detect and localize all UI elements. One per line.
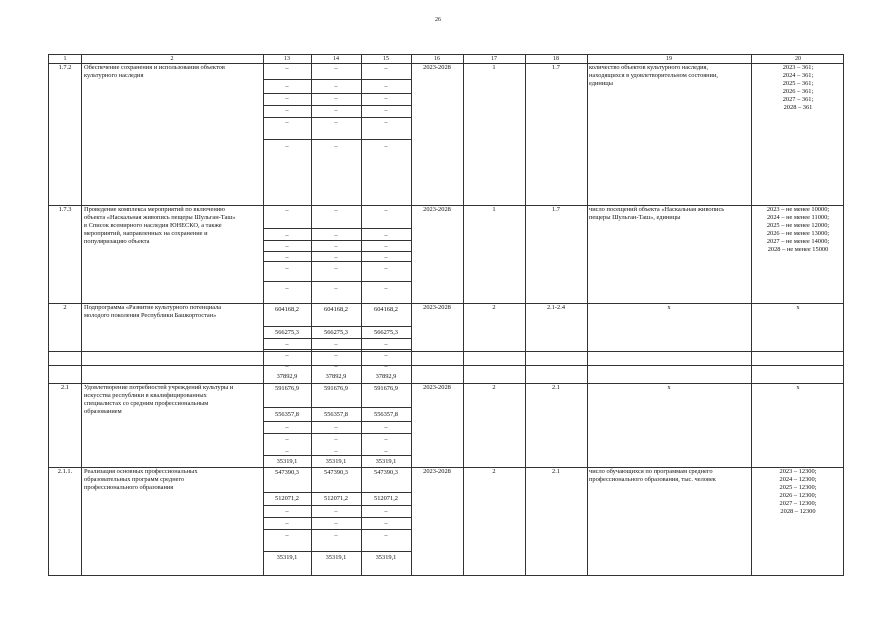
column-header: 2 (170, 56, 174, 62)
funding-value: – (285, 207, 289, 214)
period: 2023-2028 (423, 468, 451, 475)
activity-name-line: популяризацию объекта (84, 238, 150, 245)
funding-value: – (285, 107, 289, 114)
funding-value: 604168,2 (374, 306, 398, 313)
column-divider (81, 55, 82, 575)
period: 2023-2028 (423, 64, 451, 71)
funding-value: – (384, 83, 388, 90)
funding-value: – (384, 107, 388, 114)
indicator-line: x (667, 384, 671, 391)
period: 2023-2028 (423, 206, 451, 213)
target-value: 2025 – 361; (782, 80, 814, 87)
funding-value: – (334, 107, 338, 114)
funding-value: 604168,2 (275, 306, 299, 313)
funding-value: – (285, 243, 289, 250)
funding-value: – (334, 520, 338, 527)
value-subline (263, 228, 411, 229)
funding-value: 37892,9 (325, 373, 347, 380)
task-number: 1.7 (552, 64, 560, 71)
activity-name-line: культурного наследия (84, 72, 144, 79)
funding-value: – (334, 254, 338, 261)
funding-value: – (384, 436, 388, 443)
row-number: 2.1.1. (57, 468, 73, 475)
value-subline (263, 281, 411, 282)
funding-value: 547390,3 (275, 469, 299, 476)
funding-value: – (384, 207, 388, 214)
funding-value: – (384, 65, 388, 72)
column-divider (587, 55, 588, 575)
funding-value: – (384, 508, 388, 515)
funding-value: – (334, 532, 338, 539)
funding-value: – (384, 254, 388, 261)
funding-value: – (334, 243, 338, 250)
column-divider (411, 55, 412, 575)
funding-value: 35319,1 (375, 458, 397, 465)
funding-value: – (285, 363, 289, 370)
row-divider (49, 365, 843, 366)
funding-value: – (384, 95, 388, 102)
value-subline (263, 117, 411, 118)
target-value: 2027 – 361; (782, 96, 814, 103)
value-subline (263, 529, 411, 530)
funding-value: 512071,2 (275, 495, 299, 502)
funding-value: 35319,1 (325, 554, 347, 561)
funding-value: – (285, 285, 289, 292)
indicator-line: x (667, 304, 671, 311)
value-subline (263, 338, 411, 339)
value-subline (263, 517, 411, 518)
funding-value: – (384, 532, 388, 539)
activity-name-line: образованием (84, 408, 122, 415)
funding-value: 35319,1 (276, 458, 298, 465)
column-header: 18 (553, 56, 559, 62)
funding-value: – (334, 436, 338, 443)
row-divider (49, 351, 843, 352)
activity-name-line: Проведение комплекса мероприятий по включению (84, 206, 225, 213)
funding-value: 591676,9 (374, 385, 398, 392)
funding-value: – (285, 448, 289, 455)
funding-value: – (384, 363, 388, 370)
activity-name-line: Реализация основных профессиональных (84, 468, 198, 475)
row-number: 1.7.3 (58, 206, 72, 213)
indicator-line: единицы (589, 80, 613, 87)
column-header: 15 (383, 56, 389, 62)
goal-number: 2 (492, 468, 496, 475)
funding-value: 566275,3 (275, 329, 299, 336)
activity-name-line: специалистах со средним профессиональным (84, 400, 209, 407)
activity-name-line: мероприятий, направленных на сохранение и (84, 230, 208, 237)
funding-value: – (285, 95, 289, 102)
funding-value: 37892,9 (276, 373, 298, 380)
period: 2023-2028 (423, 304, 451, 311)
funding-value: – (285, 232, 289, 239)
funding-value: – (334, 363, 338, 370)
funding-value: – (285, 143, 289, 150)
goal-number: 2 (492, 384, 496, 391)
activity-name-line: Подпрограмма «Развитие культурного потенциала (84, 304, 222, 311)
column-header: 14 (333, 56, 339, 62)
target-value: 2025 – не менее 12000; (766, 222, 830, 229)
funding-value: – (285, 65, 289, 72)
value-subline (263, 421, 411, 422)
column-header: 13 (284, 56, 290, 62)
funding-value: – (334, 207, 338, 214)
funding-value: – (285, 520, 289, 527)
activity-name-line: профессионального образования (84, 484, 174, 491)
target-value: 2026 – 361; (782, 88, 814, 95)
funding-value: – (285, 341, 289, 348)
funding-value: – (285, 119, 289, 126)
target-value: 2024 – 361; (782, 72, 814, 79)
funding-value: – (334, 448, 338, 455)
funding-value: – (384, 520, 388, 527)
activity-name-line: объекта «Наскальная живопись пещеры Шульган-Таш» (84, 214, 236, 221)
value-subline (263, 93, 411, 94)
value-subline (263, 505, 411, 506)
indicator-line: число посещений объекта «Наскальная живопись (589, 206, 725, 213)
funding-value: 512071,2 (324, 495, 348, 502)
indicator-line: пещеры Шульган-Таш», единицы (589, 214, 681, 221)
target-value: 2026 – 12300; (779, 492, 817, 499)
activity-name-line: Обеспечение сохранения и использования объектов (84, 64, 225, 71)
goal-number: 1 (492, 206, 496, 213)
funding-value: – (334, 265, 338, 272)
target-value: 2023 – не менее 10000; (766, 206, 830, 213)
funding-value: – (384, 448, 388, 455)
column-header: 1 (63, 56, 67, 62)
row-number: 1.7.2 (58, 64, 72, 71)
value-subline (263, 139, 411, 140)
target-value: 2024 – не менее 11000; (766, 214, 830, 221)
funding-value: – (384, 143, 388, 150)
indicator-line: находящихся в удовлетворительном состоянии, (589, 72, 718, 79)
column-header: 19 (666, 56, 672, 62)
funding-value: – (285, 424, 289, 431)
activity-name-line: Удовлетворение потребностей учреждений культуры и (84, 384, 234, 391)
funding-value: – (285, 532, 289, 539)
funding-value: – (384, 352, 388, 359)
funding-value: 591676,9 (324, 385, 348, 392)
funding-value: 566275,3 (324, 329, 348, 336)
activity-name-line: образовательных программ среднего (84, 476, 185, 483)
target-value: 2023 – 12300; (779, 468, 817, 475)
funding-value: 35319,1 (325, 458, 347, 465)
target-value: 2027 – не менее 14000; (766, 238, 830, 245)
value-subline (263, 492, 411, 493)
funding-value: 556357,8 (374, 411, 398, 418)
funding-value: – (384, 341, 388, 348)
funding-value: – (334, 341, 338, 348)
activity-name-line: в Список всемирного наследия ЮНЕСКО, а также (84, 222, 222, 229)
funding-value: – (384, 424, 388, 431)
activity-name-line: искусства республики в квалифицированных (84, 392, 207, 399)
funding-value: 35319,1 (375, 554, 397, 561)
column-divider (525, 55, 526, 575)
funding-value: – (334, 285, 338, 292)
funding-value: – (285, 254, 289, 261)
funding-value: 556357,8 (275, 411, 299, 418)
funding-value: – (384, 285, 388, 292)
funding-value: 591676,9 (275, 385, 299, 392)
funding-value: – (334, 424, 338, 431)
funding-value: – (384, 243, 388, 250)
task-number: 2.1 (552, 384, 560, 391)
target-value: 2028 – не менее 15000 (767, 246, 829, 253)
task-number: 2.1 (552, 468, 560, 475)
period: 2023-2028 (423, 384, 451, 391)
column-header: 17 (491, 56, 497, 62)
target-value: x (796, 304, 800, 311)
value-subline (263, 251, 411, 252)
value-subline (263, 433, 411, 434)
budget-table (48, 54, 844, 576)
target-value: 2023 – 361; (782, 64, 814, 71)
funding-value: – (285, 352, 289, 359)
funding-value: – (334, 143, 338, 150)
funding-value: – (334, 65, 338, 72)
indicator-line: профессионального образования, тыс. человек (589, 476, 716, 483)
target-value: 2024 – 12300; (779, 476, 817, 483)
column-header: 16 (434, 56, 440, 62)
value-subline (263, 79, 411, 80)
funding-value: – (334, 232, 338, 239)
indicator-line: количество объектов культурного наследия, (589, 64, 709, 71)
funding-value: – (384, 232, 388, 239)
target-value: x (796, 384, 800, 391)
funding-value: – (334, 119, 338, 126)
funding-value: 547390,3 (324, 469, 348, 476)
column-header: 20 (795, 56, 801, 62)
target-value: 2028 – 12300 (780, 508, 816, 515)
funding-value: – (384, 119, 388, 126)
funding-value: – (285, 436, 289, 443)
page-number: 26 (435, 17, 441, 23)
funding-value: – (334, 352, 338, 359)
funding-value: – (334, 95, 338, 102)
column-divider (463, 55, 464, 575)
value-subline (263, 349, 411, 350)
funding-value: – (334, 83, 338, 90)
funding-value: 35319,1 (276, 554, 298, 561)
goal-number: 2 (492, 304, 496, 311)
goal-number: 1 (492, 64, 496, 71)
funding-value: – (285, 83, 289, 90)
target-value: 2026 – не менее 13000; (766, 230, 830, 237)
funding-value: 512071,2 (374, 495, 398, 502)
activity-name-line: молодого поколения Республики Башкортостан» (84, 312, 217, 319)
funding-value: – (285, 508, 289, 515)
value-subline (263, 551, 411, 552)
funding-value: – (285, 265, 289, 272)
value-subline (263, 240, 411, 241)
target-value: 2028 – 361 (783, 104, 813, 111)
funding-value: 556357,8 (324, 411, 348, 418)
funding-value: – (334, 508, 338, 515)
value-subline (263, 326, 411, 327)
target-value: 2027 – 12300; (779, 500, 817, 507)
funding-value: 604168,2 (324, 306, 348, 313)
indicator-line: число обучающихся по программам среднего (589, 468, 713, 475)
funding-value: 547390,3 (374, 469, 398, 476)
funding-value: 566275,3 (374, 329, 398, 336)
row-number: 2.1 (61, 384, 69, 391)
task-number: 2.1-2.4 (546, 304, 566, 311)
value-subline (263, 407, 411, 408)
task-number: 1.7 (552, 206, 560, 213)
row-number: 2 (63, 304, 67, 311)
funding-value: – (384, 265, 388, 272)
value-subline (263, 105, 411, 106)
target-value: 2025 – 12300; (779, 484, 817, 491)
funding-value: 37892,9 (375, 373, 397, 380)
